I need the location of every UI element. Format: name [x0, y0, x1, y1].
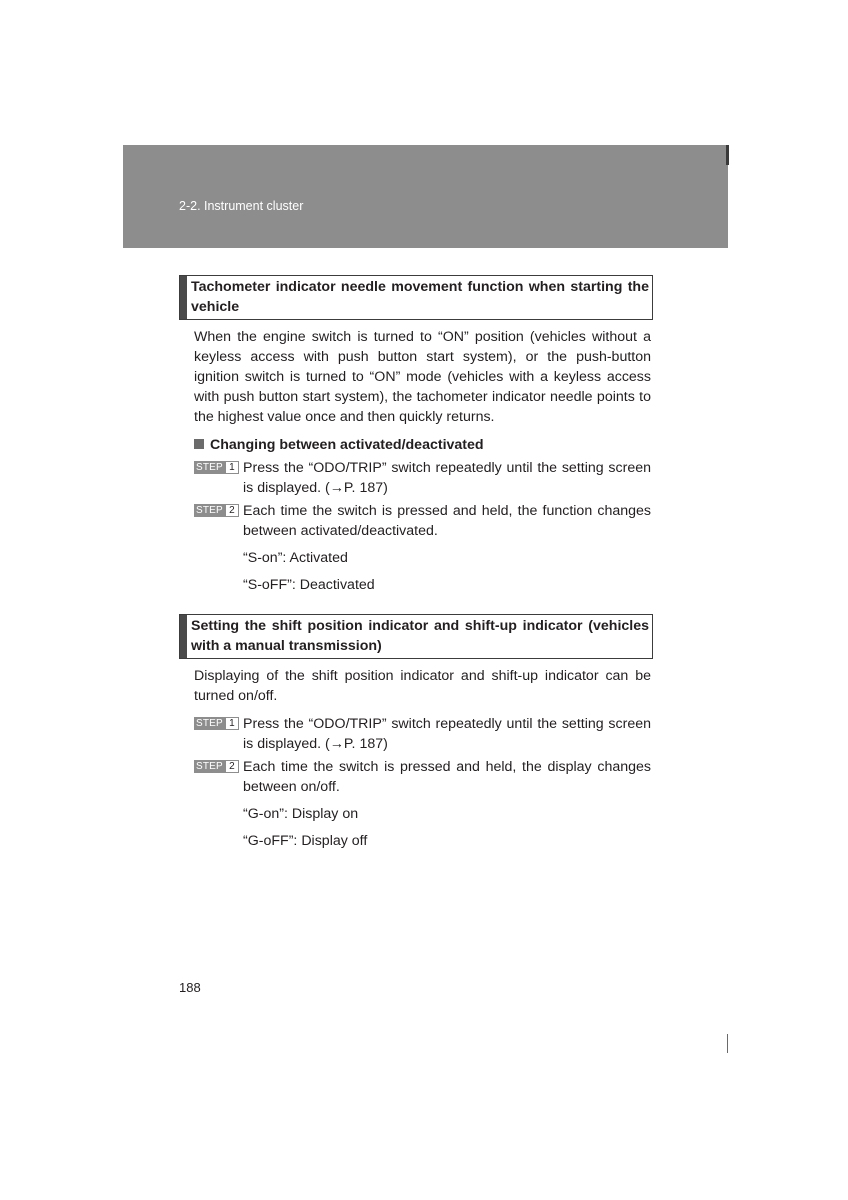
thumb-index-mark	[727, 1034, 728, 1053]
step-item	[194, 714, 651, 754]
step-item	[194, 757, 651, 797]
section-paragraph-shift-indicator: Displaying of the shift position indicator and shift-up indicator can be turned on/off.	[194, 668, 651, 704]
chapter-header-band	[123, 145, 728, 248]
step-badge	[194, 461, 239, 474]
step-text: Press the “ODO/TRIP” switch repeatedly until the setting screen is displayed. (→P. 187)	[243, 460, 651, 496]
page-number: 188	[179, 980, 201, 995]
step-badge	[194, 717, 239, 730]
step-badge	[194, 504, 239, 517]
option-text: “S-oFF”: Deactivated	[243, 577, 375, 593]
step-badge-label: STEP	[196, 718, 223, 729]
square-bullet-icon	[194, 439, 204, 449]
step-badge	[194, 760, 239, 773]
header-edge-mark	[726, 145, 729, 165]
subheading-text: Changing between activated/deactivated	[210, 437, 484, 453]
section-heading-tachometer: Tachometer indicator needle movement function when starting the vehicle	[179, 275, 653, 320]
step-badge-label: STEP	[196, 505, 223, 516]
step-badge-number: 2	[225, 504, 239, 517]
step-item	[194, 501, 651, 541]
option-text: “G-on”: Display on	[243, 806, 359, 822]
section-paragraph-tachometer: When the engine switch is turned to “ON” position (vehicles without a keyless access with push button start system), or the push-button ignition switch is turned to “ON” mode (vehicles with a keyless access with push button start system), the tachometer indicator needle points to the highest value once and then quickly returns.	[194, 329, 651, 425]
step-text: Press the “ODO/TRIP” switch repeatedly until the setting screen is displayed. (→P. 187)	[243, 716, 651, 752]
step-badge-label: STEP	[196, 462, 223, 473]
step-text: Each time the switch is pressed and held, the display changes between on/off.	[243, 759, 651, 795]
subheading-changing	[194, 435, 651, 455]
section-label: 2-2. Instrument cluster	[179, 199, 304, 213]
step-item	[194, 458, 651, 498]
section-heading-shift-indicator: Setting the shift position indicator and shift-up indicator (vehicles with a manual transmission)	[179, 614, 653, 659]
step-badge-number: 1	[225, 717, 239, 730]
step-badge-number: 1	[225, 461, 239, 474]
option-text: “G-oFF”: Display off	[243, 833, 368, 849]
step-badge-label: STEP	[196, 761, 223, 772]
step-text: Each time the switch is pressed and held, the function changes between activated/deactivated.	[243, 503, 651, 539]
step-badge-number: 2	[225, 760, 239, 773]
option-text: “S-on”: Activated	[243, 550, 348, 566]
